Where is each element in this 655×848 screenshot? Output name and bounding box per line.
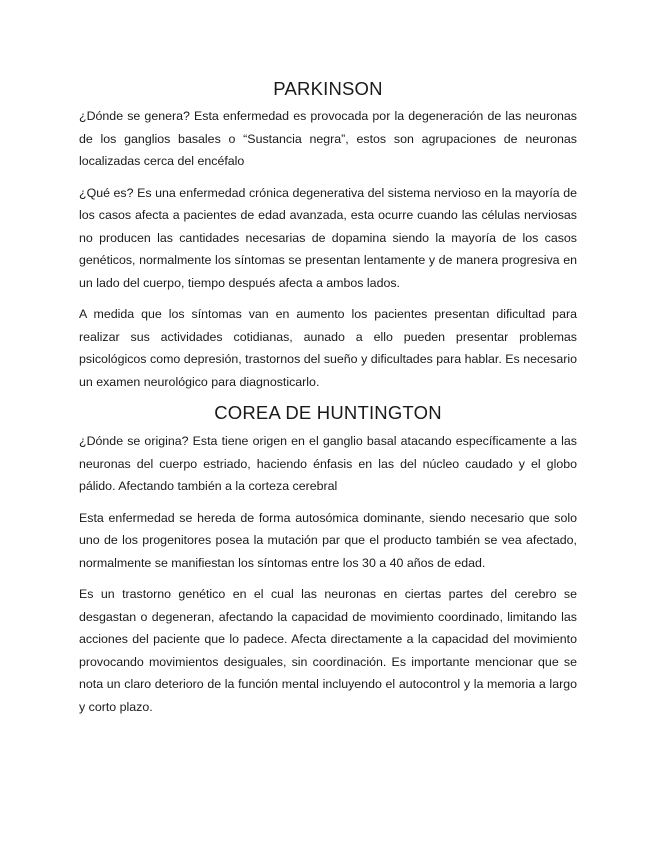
paragraph-parkinson-symptoms: A medida que los síntomas van en aumento los pacientes presentan dificultad para realizar sus actividades cotidianas, aunado a ello pueden presentar problemas psicológicos como depresión, trastornos del sueño y dificultades para hablar. Es necesario un examen neurológico para diagnosticarlo.	[79, 307, 577, 389]
paragraph-huntington-inheritance: Esta enfermedad se hereda de forma autosómica dominante, siendo necesario que solo uno de los progenitores posea la mutación par que el producto también se vea afectado, normalmente se manifiestan los síntomas entre los 30 a 40 años de edad.	[79, 510, 577, 570]
paragraph-huntington-where: ¿Dónde se origina? Esta tiene origen en el ganglio basal atacando específicamente a las neuronas del cuerpo estriado, haciendo énfasis en las del núcleo caudado y el globo pálido. Afectando también a la corteza cerebral	[79, 434, 577, 493]
paragraph-parkinson-what: ¿Qué es? Es una enfermedad crónica degenerativa del sistema nervioso en la mayoría de los casos afecta a pacientes de edad avanzada, esta ocurre cuando las células nerviosas no producen las cantidades necesarias de dopamina siendo la mayoría de los casos genéticos, normalmente los síntomas se presentan lentamente y de manera progresiva en un lado del cuerpo, tiempo después afecta a ambos lados.	[79, 185, 577, 290]
section-title-parkinson: PARKINSON	[273, 78, 383, 99]
paragraph-huntington-disorder: Es un trastorno genético en el cual las neuronas en ciertas partes del cerebro se desgastan o degeneran, afectando la capacidad de movimiento coordinado, limitando las acciones del paciente que lo padece. Afecta directamente a la capacidad del movimiento provocando movimientos desiguales, sin coordinación. Es importante mencionar que se nota un claro deterioro de la función mental incluyendo el autocontrol y la memoria a largo y corto plazo.	[79, 587, 577, 714]
paragraph-parkinson-where: ¿Dónde se genera? Esta enfermedad es provocada por la degeneración de las neuronas de los ganglios basales o “Sustancia negra”, estos son agrupaciones de neuronas localizadas cerca del encéfalo	[79, 109, 577, 168]
section-title-huntington: COREA DE HUNTINGTON	[214, 402, 442, 423]
document-page	[79, 78, 577, 727]
